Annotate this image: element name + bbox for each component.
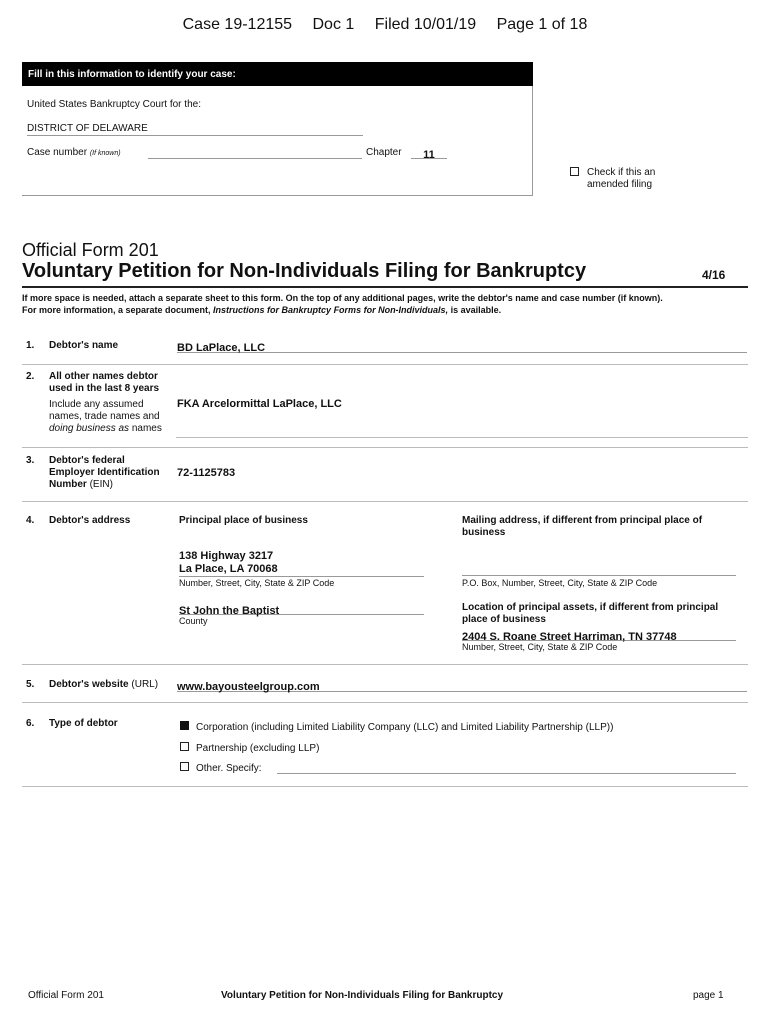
q5-label: Debtor's website (URL) xyxy=(49,679,159,690)
mailing-address-field[interactable] xyxy=(462,562,736,576)
mailing-address-caption: P.O. Box, Number, Street, City, State & ZIP Code xyxy=(462,578,658,588)
case-id: Case 19-12155 xyxy=(182,16,293,33)
other-type-specify-field[interactable] xyxy=(277,760,736,774)
case-number-field[interactable] xyxy=(148,146,362,159)
filing-header xyxy=(0,16,770,34)
ein-value: 72-1125783 xyxy=(177,467,236,479)
footer-form-title: Voluntary Petition for Non-Individuals Filing for Bankruptcy xyxy=(221,990,504,1001)
amended-filing-label: Check if this an amended filing xyxy=(587,167,656,190)
doc-id: Doc 1 xyxy=(312,16,355,33)
principal-assets-heading: Location of principal assets, if different from principal place of business xyxy=(462,602,719,625)
court-label: United States Bankruptcy Court for the: xyxy=(27,99,201,110)
other-names-field[interactable] xyxy=(177,394,342,412)
principal-address-caption: Number, Street, City, State & ZIP Code xyxy=(179,578,335,588)
section-divider xyxy=(22,364,748,365)
q6-label: Type of debtor xyxy=(49,718,118,729)
ein-field[interactable] xyxy=(177,463,235,481)
footer-form-number: Official Form 201 xyxy=(28,990,104,1001)
form-number: Official Form 201 xyxy=(22,240,159,260)
q3-number: 3. xyxy=(26,455,35,466)
case-id-box-title: Fill in this information to identify your case: xyxy=(22,62,533,86)
debtor-name-field[interactable] xyxy=(177,338,747,353)
other-type-label: Other. Specify: xyxy=(196,763,262,774)
mailing-address-heading: Mailing address, if different from principal place of business xyxy=(462,515,703,538)
q6-number: 6. xyxy=(26,718,35,729)
q2-number: 2. xyxy=(26,371,35,382)
corporation-checkbox[interactable] xyxy=(180,721,189,730)
title-rule xyxy=(22,286,748,288)
partnership-checkbox[interactable] xyxy=(180,742,189,751)
q5-number: 5. xyxy=(26,679,35,690)
section-divider xyxy=(22,447,748,448)
amended-filing-checkbox[interactable] xyxy=(570,167,579,176)
q3-label: Debtor's federal Employer Identification Number (EIN) xyxy=(49,455,160,490)
q1-number: 1. xyxy=(26,340,35,351)
county-caption: County xyxy=(179,616,208,626)
principal-assets-field[interactable] xyxy=(462,627,736,641)
principal-assets-value: 2404 S. Roane Street Harriman, TN 37748 xyxy=(462,631,677,643)
principal-address-field[interactable] xyxy=(179,550,424,577)
county-value: St John the Baptist xyxy=(179,605,280,617)
q4-number: 4. xyxy=(26,515,35,526)
section-divider xyxy=(22,501,748,502)
q2-label: All other names debtor used in the last 8 years Include any assumed names, trade names and doing business as names xyxy=(49,371,162,434)
website-field[interactable] xyxy=(177,677,747,692)
debtor-name-value: BD LaPlace, LLC xyxy=(177,342,266,354)
footer-page-number: page 1 xyxy=(693,990,724,1001)
chapter-label: Chapter xyxy=(366,147,402,158)
principal-street: 138 Highway 3217 xyxy=(179,550,274,562)
principal-city: La Place, LA 70068 xyxy=(179,563,278,575)
form-title: Voluntary Petition for Non-Individuals Filing for Bankruptcy xyxy=(22,260,587,282)
other-names-value: FKA Arcelormittal LaPlace, LLC xyxy=(177,398,342,410)
section-divider xyxy=(22,664,748,665)
q1-label: Debtor's name xyxy=(49,340,119,351)
other-type-checkbox[interactable] xyxy=(180,762,189,771)
field-rule xyxy=(176,437,748,438)
corporation-label: Corporation (including Limited Liability Company (LLC) and Limited Liability Partnership (LLP)) xyxy=(196,722,614,733)
chapter-value: 11 xyxy=(423,149,435,161)
principal-place-heading: Principal place of business xyxy=(179,515,308,526)
partnership-label: Partnership (excluding LLP) xyxy=(196,743,320,754)
page-count: Page 1 of 18 xyxy=(496,16,588,33)
section-divider xyxy=(22,702,748,703)
section-divider xyxy=(22,786,748,787)
chapter-field[interactable] xyxy=(411,145,447,159)
principal-assets-caption: Number, Street, City, State & ZIP Code xyxy=(462,642,618,652)
case-number-label: Case number (If known) xyxy=(27,147,121,158)
website-value: www.bayousteelgroup.com xyxy=(177,681,320,693)
district-value: DISTRICT OF DELAWARE xyxy=(27,123,148,134)
county-field[interactable] xyxy=(179,601,424,615)
district-field[interactable] xyxy=(27,123,363,136)
form-instructions: If more space is needed, attach a separate sheet to this form. On the top of any additional pages, write the debtor's name and case number (if known). For more information, a separate document, Instructions for Bankruptcy Forms for Non-Individuals, is available. xyxy=(22,293,663,315)
filed-date: Filed 10/01/19 xyxy=(374,16,477,33)
q4-label: Debtor's address xyxy=(49,515,131,526)
form-revision: 4/16 xyxy=(702,268,726,282)
